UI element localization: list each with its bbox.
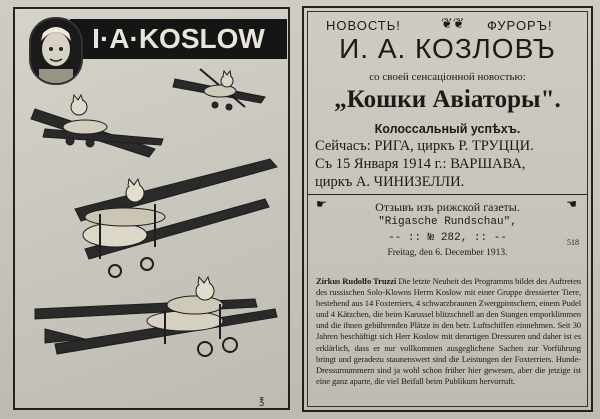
review-text-body: Die letzte Neuheit des Programms bildet des Auftreten des russischen Solo-Klowns Herrn Koslow mit einer Gruppe dressierter Tiere, bestehend aus 14 Foxterriers, 4 schwarzbraunen Zwergpintschern, einem Pudel und 4 Kätzchen, die beim Karussel blitzschnell an den Stangen emporklimmen und die ihnen gebührenden Plätze in den betr. Luftschiffen einnehmen. Seit 30 Jahren beschäftigt sich Herr Koslow mit derartigen Dressuren und daher ist es erklärlich, dass er nur vollkommen ausgeglichene Sachen zur Vorführung bringt und geradezu staunenswert sind die Leistungen der Foxterriers. Hunde-Dressurnummern sind ja wohl schon früher hier gewesen, aber die jetzige ist eine ganz aparte, die viel Beifall beim Publikum hervorruft. <box>316 276 581 386</box>
flying-airplanes-drawing <box>15 9 290 410</box>
page-number: 518 <box>567 238 579 247</box>
act-title: „Кошки Авіаторы". <box>334 86 561 113</box>
review-text <box>316 276 581 387</box>
header-news: НОВОСТЬ! <box>326 18 401 33</box>
banner-text: I·A·KOSLOW <box>92 23 265 54</box>
subtitle: со своей сенсаціонной новостью: <box>369 71 526 83</box>
tour-line-1: Сейчасъ: РИГА, циркъ Р. ТРУЦЦИ. <box>315 138 534 154</box>
pointing-hand-right-icon: ☚ <box>566 197 577 211</box>
success-line: Колоссальный успѣхъ. <box>374 122 521 136</box>
artist-mark: ℥ <box>259 396 265 406</box>
header-furor: ФУРОРЪ! <box>487 18 553 33</box>
airplane-4 <box>35 277 277 356</box>
divider-rule <box>308 194 587 195</box>
poster-illustration <box>13 7 290 410</box>
pointing-hand-left-icon: ☛ <box>316 197 327 211</box>
review-intro: Отзывъ изъ рижской газеты. <box>375 200 520 214</box>
tour-line-2: Съ 15 Января 1914 г.: ВАРШАВА, <box>315 156 526 172</box>
performer-name: И. А. КОЗЛОВЪ <box>339 33 556 64</box>
header-ornament: ❦❦ <box>441 17 465 32</box>
airplane-1 <box>173 69 265 110</box>
tour-line-3: циркъ А. ЧИНИЗЕЛЛИ. <box>315 174 465 190</box>
airplane-3 <box>75 159 277 277</box>
newspaper-name: "Rigasche Rundschau", <box>378 216 517 228</box>
review-text-lead: Zirkus Rudolfo Truzzi <box>316 276 397 286</box>
advertisement-panel <box>302 6 593 412</box>
issue-number: -- :: № 282, :: -- <box>388 232 507 244</box>
review-date: Freitag, den 6. December 1913. <box>387 248 508 258</box>
airplane-2 <box>31 95 163 157</box>
